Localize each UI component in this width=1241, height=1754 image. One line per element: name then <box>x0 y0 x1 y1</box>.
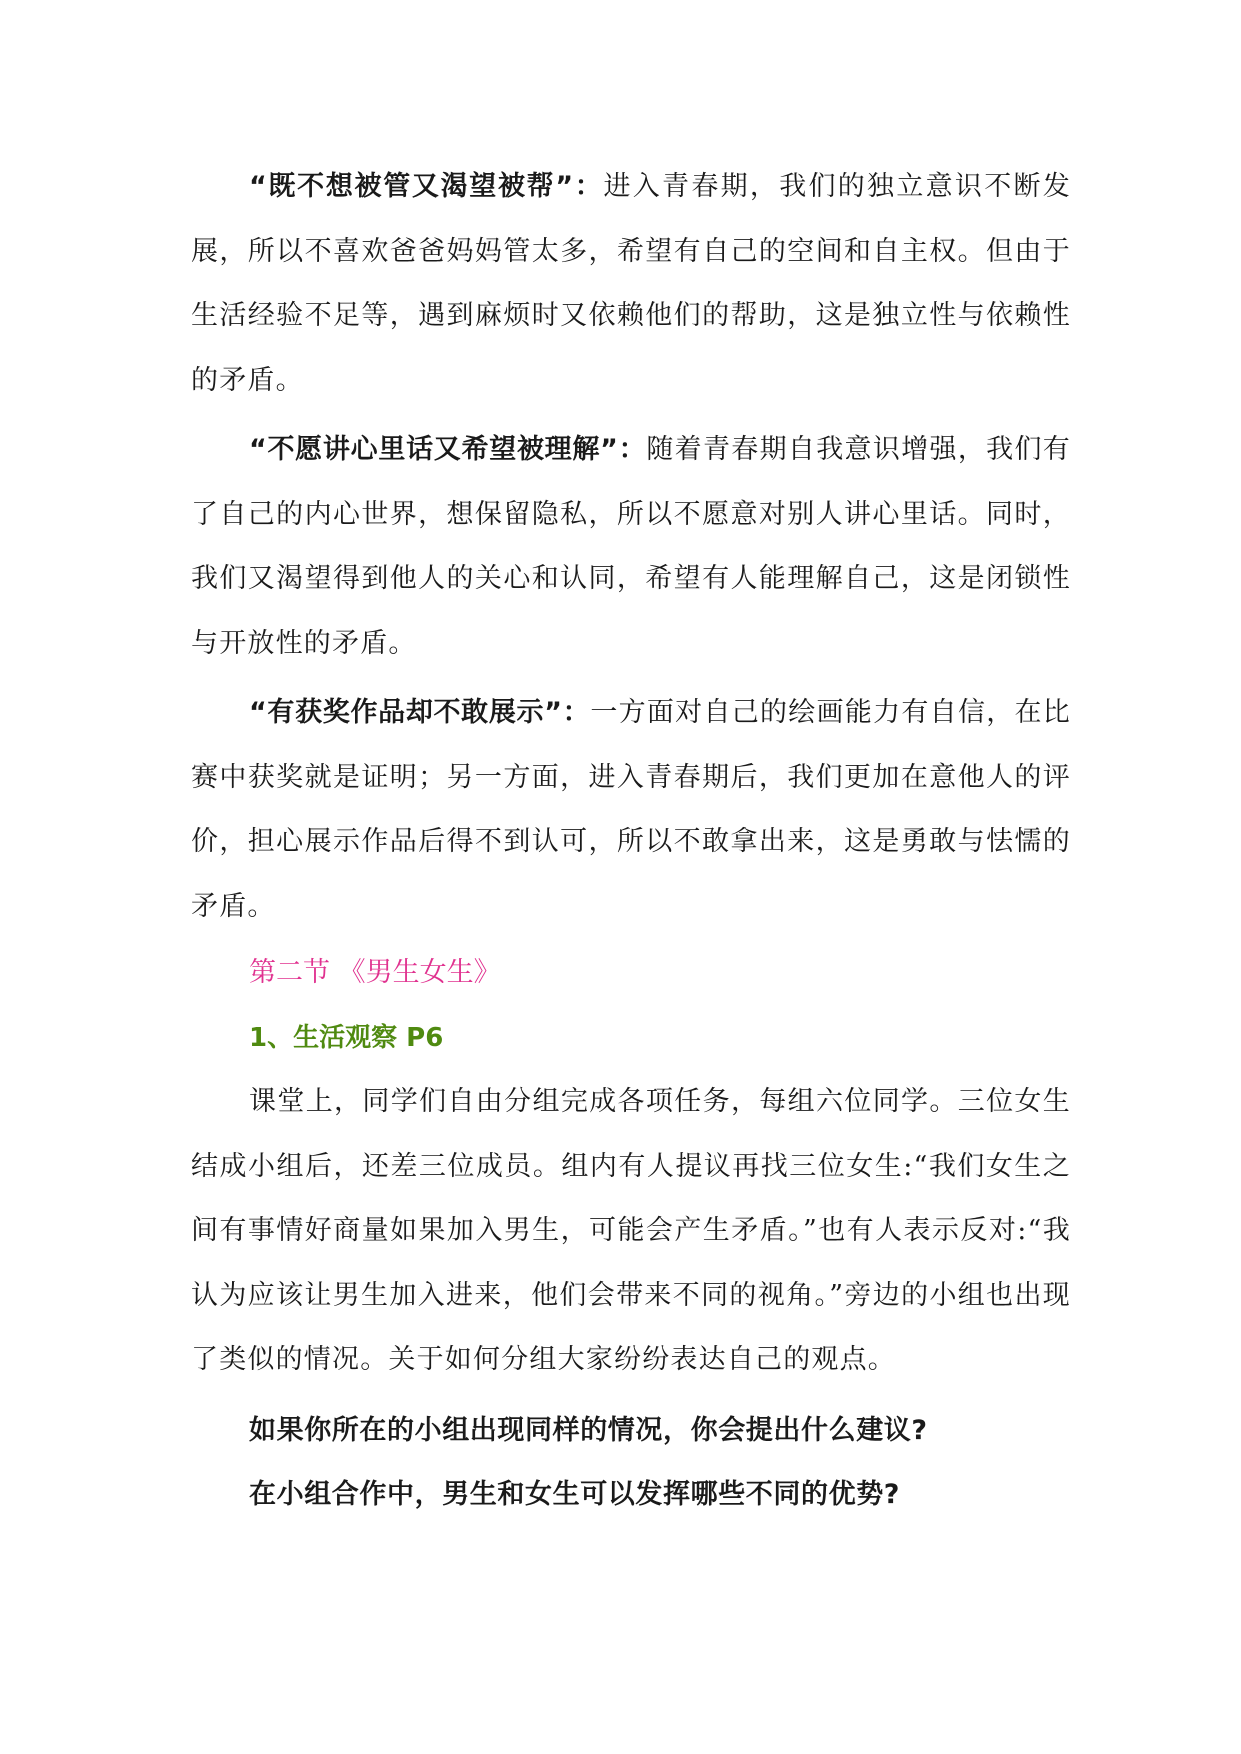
paragraph-text: 随着青春期自我意识增强，我们有了自己的内心世界，想保留隐私，所以不愿意对别人讲心里话。同时，我们又渴望得到他人的关心和认同，希望有人能理解自己，这是闭锁性与开放性的矛盾。 <box>191 434 1072 659</box>
paragraph-lead: “既不想被管又渴望被帮”： <box>249 171 604 202</box>
paragraph-lead: “不愿讲心里话又希望被理解”： <box>249 434 647 465</box>
paragraph-openness <box>191 418 1071 676</box>
paragraph-text: 一方面对自己的绘画能力有自信，在比赛中获奖就是证明；另一方面，进入青春期后，我们更加在意他人的评价，担心展示作品后得不到认可，所以不敢拿出来，这是勇敢与怯懦的矛盾。 <box>191 697 1071 922</box>
paragraph-lead: “有获奖作品却不敢展示”： <box>249 697 591 728</box>
section-title: 第二节 《男生女生》 <box>249 957 501 988</box>
question-1: 如果你所在的小组出现同样的情况，你会提出什么建议? <box>249 1414 928 1446</box>
paragraph-independence <box>191 155 1071 413</box>
question-2: 在小组合作中，男生和女生可以发挥哪些不同的优势? <box>249 1479 901 1510</box>
document-content <box>191 155 1071 1528</box>
paragraph-courage <box>191 681 1071 939</box>
section-subtitle: 1、生活观察 P6 <box>249 1022 444 1053</box>
observation-paragraph: 课堂上，同学们自由分组完成各项任务，每组六位同学。三位女生结成小组后，还差三位成员。组内有人提议再找三位女生:“我们女生之间有事情好商量如果加入男生，可能会产生矛盾。”也有人表示反对:“我认为应该让男生加入进来，他们会带来不同的视角。”旁边的小组也出现了类似的情况。关于如何分组大家纷纷表达自己的观点。 <box>191 1086 1071 1375</box>
paragraph-text: 进入青春期，我们的独立意识不断发展，所以不喜欢爸爸妈妈管太多，希望有自己的空间和自主权。但由于生活经验不足等，遇到麻烦时又依赖他们的帮助，这是独立性与依赖性的矛盾。 <box>191 171 1071 396</box>
